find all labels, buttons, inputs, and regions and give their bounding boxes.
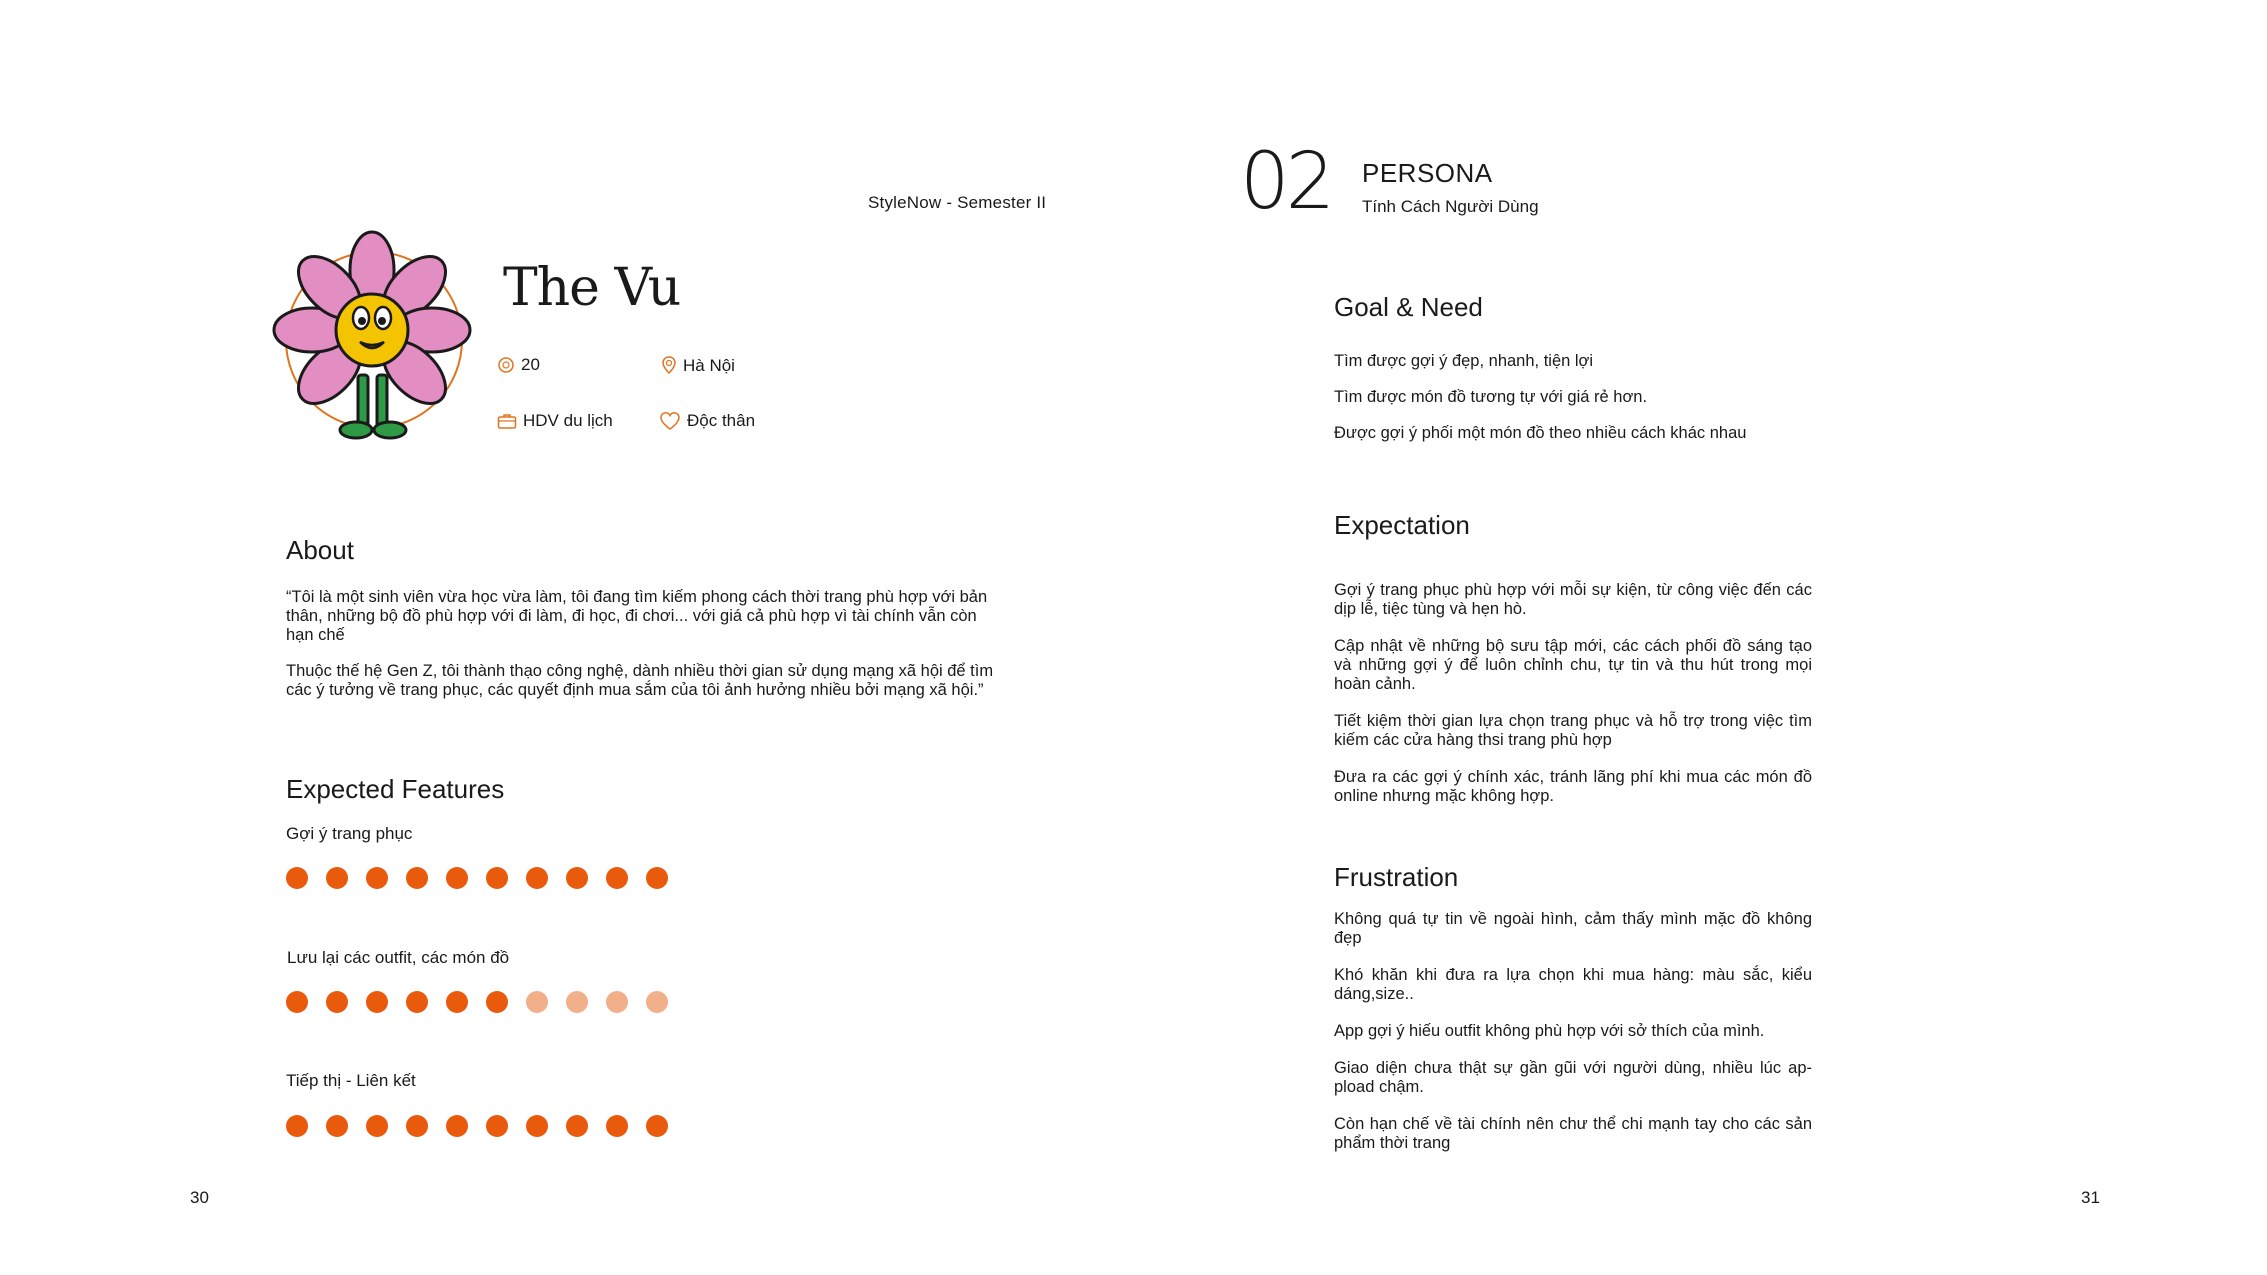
rating-dot-filled	[606, 1115, 628, 1137]
rating-dot-filled	[326, 867, 348, 889]
rating-dot-filled	[286, 991, 308, 1013]
rating-dot-filled	[486, 991, 508, 1013]
feature-label-3: Tiếp thị - Liên kết	[286, 1071, 416, 1090]
age-meta	[497, 355, 540, 375]
feature-label-1: Gợi ý trang phục	[286, 824, 413, 843]
rating-dot-empty	[526, 991, 548, 1013]
location-pin-icon	[661, 355, 677, 377]
expectation-title: Expectation	[1334, 510, 1470, 540]
persona-location: Hà Nội	[683, 356, 735, 375]
rating-dot-filled	[406, 1115, 428, 1137]
goal-item: Được gợi ý phối một món đồ theo nhiều cách khác nhau	[1334, 424, 1747, 442]
rating-dot-filled	[326, 991, 348, 1013]
rating-dot-filled	[486, 1115, 508, 1137]
heart-icon	[659, 411, 681, 431]
page-number-right: 31	[2081, 1188, 2100, 1207]
features-title: Expected Features	[286, 774, 505, 804]
age-icon	[497, 355, 515, 375]
rating-dot-filled	[486, 867, 508, 889]
rating-dot-filled	[566, 867, 588, 889]
rating-dot-filled	[526, 1115, 548, 1137]
page-number-left: 30	[190, 1188, 209, 1207]
rating-dot-filled	[566, 1115, 588, 1137]
frustration-title: Frustration	[1334, 862, 1459, 892]
frustration-item: Khó khăn khi đưa ra lựa chọn khi mua hàng: màu sắc, kiểu dáng,size..	[1334, 966, 1812, 1003]
chapter-subtitle: Tính Cách Người Dùng	[1362, 197, 1539, 216]
expectation-list	[1334, 581, 1812, 806]
feature-rating-2	[286, 991, 668, 1013]
chapter-title: PERSONA	[1362, 158, 1493, 188]
about-title: About	[286, 535, 354, 565]
goal-list	[1334, 352, 1812, 443]
goal-title: Goal & Need	[1334, 292, 1483, 322]
briefcase-icon	[497, 412, 517, 430]
about-paragraph-2: Thuộc thế hệ Gen Z, tôi thành thạo công nghệ, dành nhiều thời gian sử dụng mạng xã hội để tìm các ý tưởng về trang phục, các quyết định mua sắm của tôi ảnh hưởng nhiều bởi mạng xã hội.”	[286, 662, 994, 699]
expectation-item: Đưa ra các gợi ý chính xác, tránh lãng phí khi mua các món đồ online nhưng mặc không hợp.	[1334, 768, 1812, 805]
rating-dot-filled	[646, 867, 668, 889]
job-meta	[497, 411, 613, 431]
frustration-item: App gợi ý hiếu outfit không phù hợp với sở thích của mình.	[1334, 1022, 1765, 1040]
about-paragraph-1: “Tôi là một sinh viên vừa học vừa làm, tôi đang tìm kiếm phong cách thời trang phù hợp với bản thân, những bộ đồ phù hợp với đi làm, đi học, đi chơi... với giá cả phù hợp vì tài chính vẫn còn hạn chế	[286, 588, 988, 644]
expectation-item: Gợi ý trang phục phù hợp với mỗi sự kiện, từ công việc đến các dịp lễ, tiệc tùng và hẹn hò.	[1334, 581, 1812, 618]
rating-dot-filled	[526, 867, 548, 889]
rating-dot-filled	[446, 1115, 468, 1137]
rating-dot-filled	[406, 867, 428, 889]
goal-item: Tìm được món đồ tương tự với giá rẻ hơn.	[1334, 388, 1648, 406]
frustration-item: Không quá tự tin về ngoài hình, cảm thấy mình mặc đồ không đẹp	[1334, 910, 1812, 947]
rating-dot-filled	[446, 867, 468, 889]
rating-dot-empty	[566, 991, 588, 1013]
rating-dot-filled	[326, 1115, 348, 1137]
flower-character-avatar	[270, 230, 475, 455]
rating-dot-filled	[406, 991, 428, 1013]
rating-dot-filled	[366, 991, 388, 1013]
rating-dot-filled	[606, 867, 628, 889]
persona-name: The Vu	[503, 258, 681, 318]
rating-dot-filled	[366, 867, 388, 889]
rating-dot-filled	[286, 867, 308, 889]
frustration-item: Còn hạn chế về tài chính nên chư thể chi mạnh tay cho các sản phẩm thời trang	[1334, 1115, 1812, 1152]
rating-dot-filled	[646, 1115, 668, 1137]
rating-dot-filled	[286, 1115, 308, 1137]
rating-dot-empty	[606, 991, 628, 1013]
feature-label-2: Lưu lại các outfit, các món đồ	[287, 948, 510, 967]
expectation-item: Tiết kiệm thời gian lựa chọn trang phục và hỗ trợ trong việc tìm kiếm các cửa hàng thsi trang phù hợp	[1334, 712, 1812, 749]
feature-rating-1	[286, 867, 668, 889]
rating-dot-filled	[366, 1115, 388, 1137]
location-meta	[661, 355, 735, 377]
rating-dot-filled	[446, 991, 468, 1013]
persona-job: HDV du lịch	[523, 411, 613, 430]
persona-status: Độc thân	[687, 411, 756, 430]
chapter-number: 02	[1240, 137, 1332, 227]
document-header-title: StyleNow - Semester II	[868, 193, 1047, 212]
persona-age: 20	[521, 355, 540, 374]
goal-item: Tìm được gợi ý đẹp, nhanh, tiện lợi	[1334, 352, 1594, 370]
feature-rating-3	[286, 1115, 668, 1137]
expectation-item: Cập nhật về những bộ sưu tập mới, các cách phối đồ sáng tạo và những gợi ý để luôn chỉnh chu, tự tin và thu hút trong mọi hoàn cảnh.	[1334, 637, 1812, 693]
rating-dot-empty	[646, 991, 668, 1013]
status-meta	[659, 411, 755, 431]
frustration-item: Giao diện chưa thật sự gần gũi với người dùng, nhiều lúc ap-pload chậm.	[1334, 1059, 1812, 1096]
frustration-list	[1334, 910, 1812, 1153]
